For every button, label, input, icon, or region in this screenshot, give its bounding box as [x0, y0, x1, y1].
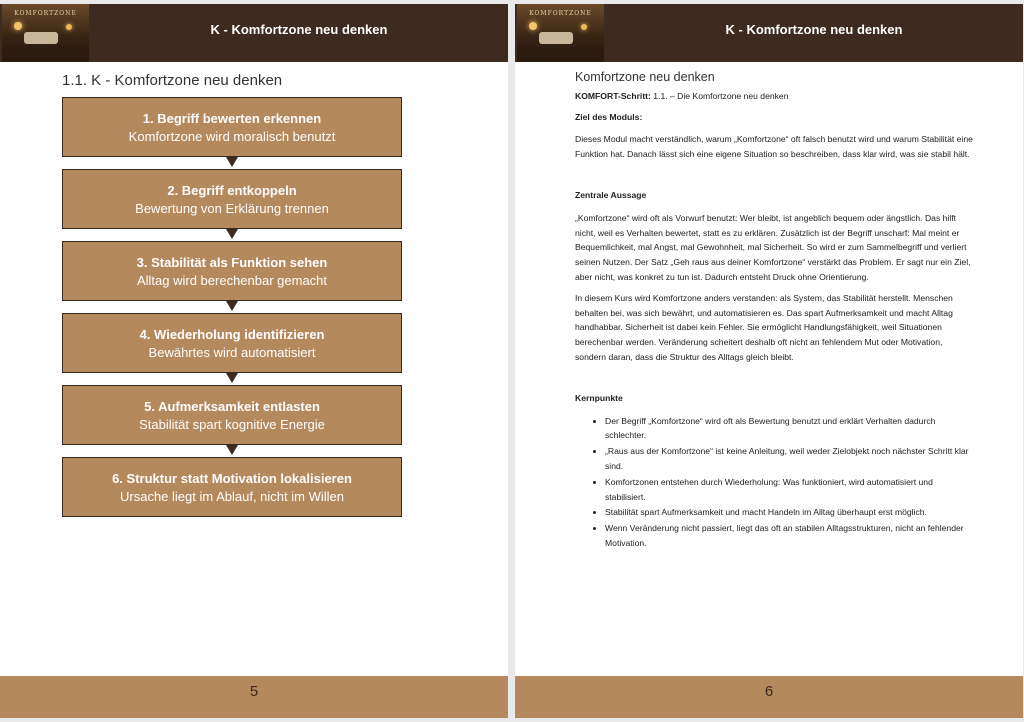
- flow-step-2: [62, 169, 402, 229]
- flow-step-subtitle: Ursache liegt im Ablauf, nicht im Willen: [120, 489, 344, 504]
- step-line: [575, 89, 975, 104]
- step-label: KOMFORT-Schritt:: [575, 90, 651, 101]
- page-left: [0, 4, 508, 718]
- document-body: [575, 70, 975, 552]
- flow-step-3: [62, 241, 402, 301]
- sofa-shape: [539, 32, 573, 44]
- header-title: K - Komfortzone neu denken: [725, 22, 903, 37]
- flow-step-subtitle: Bewährtes wird automatisiert: [148, 345, 316, 360]
- page-footer: [515, 676, 1023, 718]
- lamp-light: [66, 24, 72, 30]
- flow-step-title: 1. Begriff bewerten erkennen: [142, 111, 322, 126]
- flow-arrow-down-icon: [226, 445, 238, 455]
- flow-arrow-down-icon: [226, 301, 238, 311]
- page-header: [515, 4, 1023, 62]
- flow-arrow-down-icon: [226, 229, 238, 239]
- list-item: • „Raus aus der Komfortzone“ ist keine Anleitung, weil weder Zielobjekt noch nächster Schritt klar sind.: [605, 444, 975, 474]
- page-number: 6: [764, 683, 774, 700]
- list-item: • Wenn Veränderung nicht passiert, liegt das oft an stabilen Alltagsstrukturen, nicht an fehlender Motivation.: [605, 521, 975, 551]
- flow-step-title: 6. Struktur statt Motivation lokalisieren: [112, 471, 352, 486]
- lamp-light: [529, 22, 537, 30]
- floor-shape: [517, 50, 604, 62]
- page-header: [0, 4, 508, 62]
- list-item: • Der Begriff „Komfortzone“ wird oft als Bewertung benutzt und erklärt Verhalten dadurch schlechter.: [605, 414, 975, 444]
- central-paragraph-2: In diesem Kurs wird Komfortzone anders verstanden: als System, das Stabilität herstellt. Menschen behalten bei, was sich bewährt, und automatisieren es. Das spart Aufmerksamkeit und macht Alltag handhabbar. Sicherheit ist dabei kein Fehler. Sie ermöglicht Handlungsfähigkeit, weil Situationen berechenbar werden. Veränderung scheitert deshalb oft nicht an fehlendem Mut oder Motivation, sondern daran, dass die Struktur des Alltags gleich bleibt.: [575, 292, 953, 362]
- goal-heading: Ziel des Moduls:: [575, 111, 643, 122]
- section-title: 1.1. K - Komfortzone neu denken: [62, 72, 283, 89]
- list-item: • Komfortzonen entstehen durch Wiederholung: Was funktioniert, wird automatisiert und stabilisiert.: [605, 475, 975, 505]
- central-paragraph-1: „Komfortzone“ wird oft als Vorwurf benutzt: Wer bleibt, ist angeblich bequem oder ängstlich. Das hilft nicht, weil es Verhalten bewertet, statt es zu erklären. Zusätzlich ist der Begriff unscharf: Mal meint er Bequemlichkeit, mal Angst, mal Gewohnheit, mal Sicherheit. So wird er zum Sammelbegriff und verliert seinen Nutzen. Der Satz „Geh raus aus deiner Komfortzone“ verstärkt das Problem. Er sagt nur ein Ziel, aber nicht, was konkret zu tun ist. Dadurch entsteht Druck ohne Orientierung.: [575, 212, 971, 282]
- flow-step-title: 4. Wiederholung identifizieren: [139, 327, 325, 342]
- key-points-list: [575, 414, 975, 551]
- flow-step-title: 5. Aufmerksamkeit entlasten: [144, 399, 320, 414]
- sofa-shape: [24, 32, 58, 44]
- flow-step-subtitle: Alltag wird berechenbar gemacht: [136, 273, 328, 288]
- flow-step-1: [62, 97, 402, 157]
- list-item: • Stabilität spart Aufmerksamkeit und macht Handeln im Alltag überhaupt erst möglich.: [605, 505, 975, 520]
- page-number: 5: [249, 683, 259, 700]
- flow-step-subtitle: Bewertung von Erklärung trennen: [135, 201, 329, 216]
- floor-shape: [2, 50, 89, 62]
- central-heading: Zentrale Aussage: [575, 189, 647, 200]
- thumbnail-brand-label: KOMFORTZONE: [529, 10, 592, 17]
- flow-arrow-down-icon: [226, 157, 238, 167]
- lamp-light: [14, 22, 22, 30]
- flow-arrow-down-icon: [226, 373, 238, 383]
- page-right: [515, 4, 1023, 718]
- flow-step-6: [62, 457, 402, 517]
- header-title: K - Komfortzone neu denken: [210, 22, 388, 37]
- header-thumbnail-image: [517, 4, 604, 62]
- goal-text: Dieses Modul macht verständlich, warum „Komfortzone“ oft falsch benutzt wird und warum Stabilität eine Funktion hat. Danach lässt sich eine eigene Situation so beschreiben, dass klar wird, was sie stabil hält.: [575, 134, 973, 160]
- flow-step-5: [62, 385, 402, 445]
- flow-step-subtitle: Stabilität spart kognitive Energie: [139, 417, 325, 432]
- lamp-light: [581, 24, 587, 30]
- flow-step-subtitle: Komfortzone wird moralisch benutzt: [128, 129, 336, 144]
- header-thumbnail-image: [2, 4, 89, 62]
- key-points-heading: Kernpunkte: [575, 392, 623, 403]
- page-footer: [0, 676, 508, 718]
- flow-step-4: [62, 313, 402, 373]
- flow-step-title: 2. Begriff entkoppeln: [167, 183, 297, 198]
- thumbnail-brand-label: KOMFORTZONE: [14, 10, 77, 17]
- document-title: Komfortzone neu denken: [575, 70, 715, 84]
- flow-step-title: 3. Stabilität als Funktion sehen: [136, 255, 328, 270]
- step-value: 1.1. – Die Komfortzone neu denken: [650, 90, 789, 101]
